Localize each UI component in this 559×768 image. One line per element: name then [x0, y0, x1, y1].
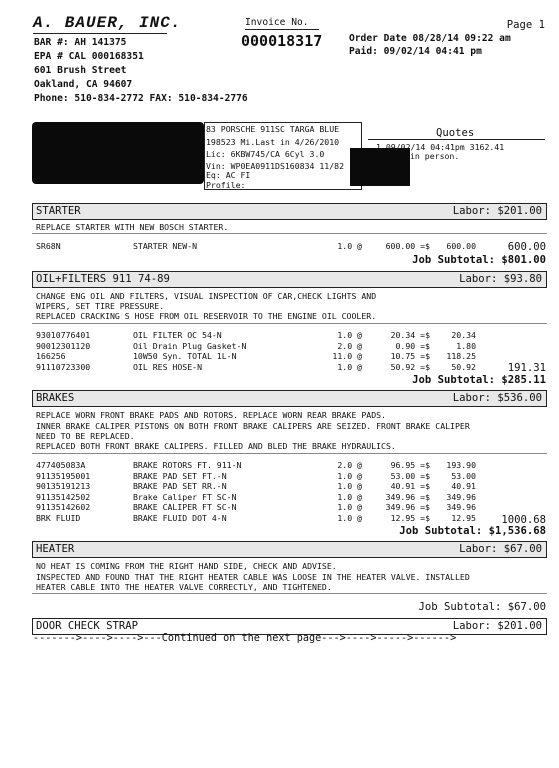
part-num: 91135142502	[36, 491, 91, 502]
part-ext: 349.96	[446, 502, 476, 513]
job-description: INNER BRAKE CALIPER PISTONS ON BOTH FRONT BRAKE CALIPERS ARE SEIZED. FRONT BRAKE CALIPER	[36, 421, 470, 431]
part-ext: 1.80	[456, 340, 476, 351]
quote-note: in person.	[410, 151, 460, 161]
part-desc: BRAKE ROTORS FT. 911-N	[133, 460, 242, 470]
job-labor: Labor: $67.00	[459, 543, 542, 555]
part-price: 20.34 =$	[390, 330, 430, 340]
invoice-number: 000018317	[241, 32, 323, 50]
part-ext: 349.96	[446, 491, 476, 502]
job-labor: Labor: $201.00	[452, 620, 542, 632]
job-subtotal: Job Subtotal: $1,536.68	[399, 525, 546, 537]
company-street: 601 Brush Street	[34, 65, 127, 76]
job-labor: Labor: $201.00	[452, 205, 542, 217]
part-qty: 1.0 @	[337, 502, 362, 513]
part-qty: 1.0 @	[337, 491, 362, 502]
part-desc: BRAKE FLUID DOT 4-N	[133, 513, 227, 523]
part-price: 349.96 =$	[385, 502, 430, 513]
part-num: BRK FLUID	[36, 513, 81, 523]
paid-date: Paid: 09/02/14 04:41 pm	[349, 46, 482, 57]
job-description: REPLACED CRACKING S HOSE FROM OIL RESERVOIR TO THE ENGINE OIL COOLER.	[36, 311, 377, 321]
part-qty: 1.0 @	[337, 470, 362, 481]
job-labor: Labor: $93.80	[459, 273, 542, 285]
company-city: Oakland, CA 94607	[34, 79, 133, 90]
job-description: NEED TO BE REPLACED.	[36, 431, 135, 441]
part-qty: 1.0 @	[337, 513, 362, 523]
part-ext: 53.00	[451, 470, 476, 481]
part-qty: 1.0 @	[337, 481, 362, 492]
part-desc: STARTER NEW-N	[133, 241, 198, 251]
parts-total: 1000.68	[501, 514, 546, 526]
job-description: REPLACE WORN FRONT BRAKE PADS AND ROTORS. REPLACE WORN REAR BRAKE PADS.	[36, 410, 386, 420]
part-price: 12.95 =$	[390, 513, 430, 523]
part-ext: 40.91	[451, 481, 476, 492]
part-ext: 118.25	[446, 351, 476, 362]
redacted-block	[350, 148, 410, 186]
part-qty: 1.0 @	[337, 241, 362, 251]
part-desc: BRAKE CALIPER FT SC-N	[133, 502, 237, 513]
job-title: DOOR CHECK STRAP	[36, 620, 139, 632]
epa-number: EPA # CAL 000168351	[34, 51, 144, 62]
job-title: HEATER	[36, 543, 75, 555]
part-price: 96.95 =$	[390, 460, 430, 470]
part-desc: 10W50 Syn. TOTAL 1L-N	[133, 351, 237, 362]
job-subtotal: Job Subtotal: $801.00	[412, 254, 546, 266]
part-desc: Brake Caliper FT SC-N	[133, 491, 237, 502]
part-ext: 20.34	[451, 330, 476, 340]
vehicle-line: Vin: WP0EA0911DS160834 11/82	[206, 161, 345, 171]
quote-line: 1 09/02/14 04:41pm 3162.41	[376, 142, 505, 152]
job-description: REPLACED BOTH FRONT BRAKE CALIPERS. FILLED AND BLED THE BRAKE HYDRAULICS.	[36, 441, 396, 451]
vehicle-line: Profile:	[206, 180, 246, 190]
job-subtotal: Job Subtotal: $285.11	[412, 374, 546, 386]
part-ext: 193.90	[446, 460, 476, 470]
part-qty: 2.0 @	[337, 460, 362, 470]
part-ext: 600.00	[446, 241, 476, 251]
part-desc: OIL RES HOSE-N	[133, 361, 203, 372]
invoice-label: Invoice No.	[245, 17, 309, 28]
vehicle-line: Eq: AC FI	[206, 170, 251, 180]
part-price: 600.00 =$	[385, 241, 430, 251]
job-title: BRAKES	[36, 392, 75, 404]
part-num: 91135142602	[36, 502, 91, 513]
part-qty: 2.0 @	[337, 340, 362, 351]
vehicle-line: 83 PORSCHE 911SC TARGA BLUE	[206, 124, 340, 134]
part-ext: 50.92	[451, 361, 476, 372]
part-num: 93010776401	[36, 330, 91, 340]
part-desc: OIL FILTER OC 54-N	[133, 330, 222, 340]
part-num: SR68N	[36, 241, 61, 251]
job-description: REPLACE STARTER WITH NEW BOSCH STARTER.	[36, 222, 229, 232]
part-num: 477405083A	[36, 460, 86, 470]
part-num: 90135191213	[36, 481, 91, 492]
vehicle-line: 198523 Mi.Last in 4/26/2010	[206, 137, 340, 147]
job-description: INSPECTED AND FOUND THAT THE RIGHT HEATER CABLE WAS LOOSE IN THE HEATER VALVE. INSTALLED	[36, 572, 470, 582]
job-description: WIPERS, SET TIRE PRESSURE.	[36, 301, 165, 311]
quotes-title: Quotes	[436, 127, 475, 139]
job-description: HEATER CABLE INTO THE HEATER VALVE CORRECTLY, AND TIGHTENED.	[36, 582, 332, 592]
part-price: 10.75 =$	[390, 351, 430, 362]
part-qty: 1.0 @	[337, 330, 362, 340]
parts-total: 600.00	[507, 241, 546, 253]
continued-note: ------->---->---->---Continued on the next page--->---->----->------>	[33, 633, 457, 644]
part-price: 40.91 =$	[390, 481, 430, 492]
part-desc: BRAKE PAD SET FT.-N	[133, 470, 227, 481]
part-price: 0.90 =$	[395, 340, 430, 351]
part-qty: 1.0 @	[337, 361, 362, 372]
job-title: OIL+FILTERS 911 74-89	[36, 273, 170, 285]
page-number: Page 1	[506, 19, 545, 31]
bar-number: BAR #: AH 141375	[34, 37, 127, 48]
part-price: 53.00 =$	[390, 470, 430, 481]
part-num: 91135195001	[36, 470, 91, 481]
part-desc: Oil Drain Plug Gasket-N	[133, 340, 247, 351]
part-qty: 11.0 @	[332, 351, 362, 362]
job-description: NO HEAT IS COMING FROM THE RIGHT HAND SIDE, CHECK AND ADVISE.	[36, 561, 337, 571]
job-labor: Labor: $536.00	[452, 392, 542, 404]
part-price: 50.92 =$	[390, 361, 430, 372]
vehicle-line: Lic: 6KBW745/CA 6Cyl 3.0	[206, 149, 325, 159]
company-phone: Phone: 510-834-2772 FAX: 510-834-2776	[34, 93, 248, 104]
part-desc: BRAKE PAD SET RR.-N	[133, 481, 227, 492]
part-num: 91110723300	[36, 361, 91, 372]
job-description: CHANGE ENG OIL AND FILTERS, VISUAL INSPECTION OF CAR,CHECK LIGHTS AND	[36, 291, 377, 301]
order-date: Order Date 08/28/14 09:22 am	[349, 33, 511, 44]
job-subtotal: Job Subtotal: $67.00	[418, 601, 546, 613]
part-price: 349.96 =$	[385, 491, 430, 502]
parts-total: 191.31	[507, 362, 546, 374]
part-num: 166256	[36, 351, 66, 362]
redacted-customer-info	[32, 122, 204, 184]
part-num: 90012301120	[36, 340, 91, 351]
company-name: A. BAUER, INC.	[33, 14, 182, 32]
job-title: STARTER	[36, 205, 81, 217]
part-ext: 12.95	[451, 513, 476, 523]
